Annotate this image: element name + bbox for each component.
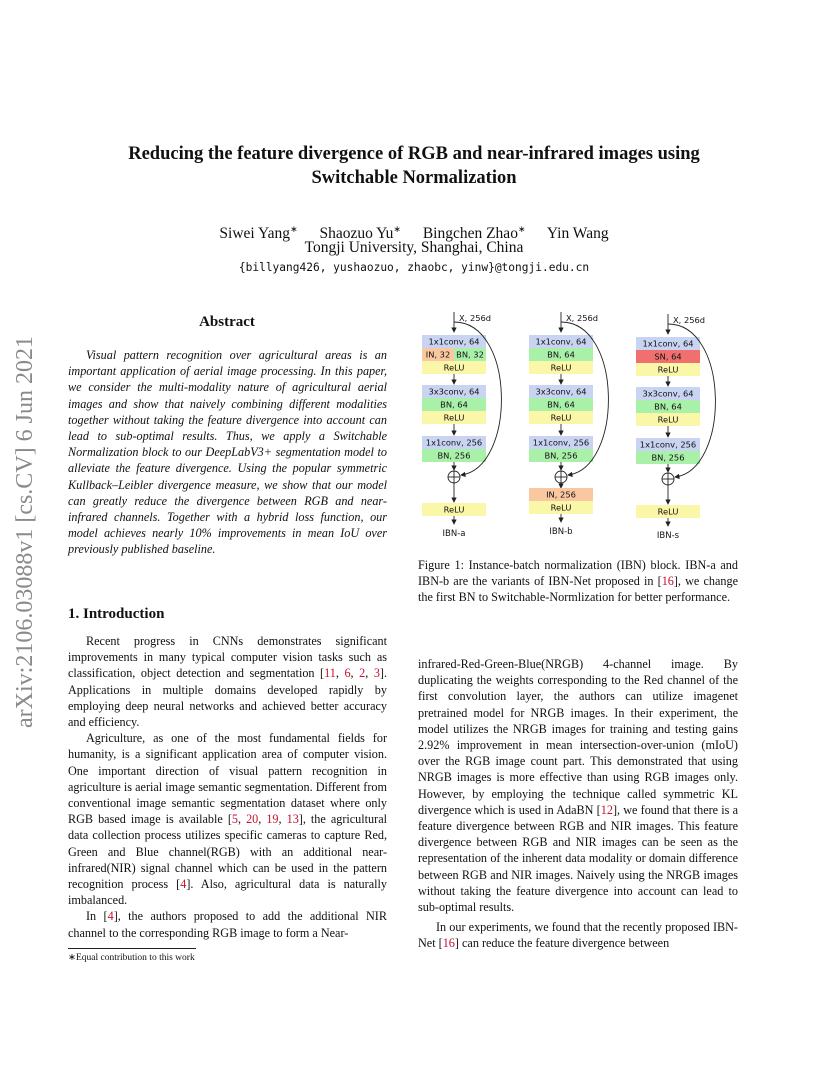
- relu2-label: ReLU: [550, 412, 572, 423]
- citation-link[interactable]: 6: [344, 666, 351, 681]
- conv3-label: 1x1conv, 256: [425, 437, 483, 448]
- citation-link[interactable]: 5: [231, 812, 238, 827]
- paper-title-line2: Switchable Normalization: [311, 168, 517, 188]
- conv1-label: 1x1conv, 64: [535, 336, 587, 347]
- paragraph: In our experiments, we found that the recently proposed IBN-Net [16] can reduce the feature divergence between: [418, 920, 738, 951]
- paragraph: In [4], the authors proposed to add the additional NIR channel to the corresponding RGB image to form a Near-: [68, 909, 387, 940]
- citation-link[interactable]: 12: [600, 802, 613, 817]
- paragraph: infrared-Red-Green-Blue(NRGB) 4-channel image. By duplicating the weights corresponding to the Red channel of the first convolution layer, the authors can utilize imagenet pretrained model for NRGB images. In their experiment, the model utilizes the NRGB images for training and testing gains 2.92% improvement in mean intersection-over-union (mIoU) over the RGB image count part. This demonstrated that using NRGB images is more effective than using RGB images only. However, by employing the technique called symmetric KL divergence which is used in AdaBN [12], we found that there is a feature divergence between RGB and NIR images. This feature divergence between RGB and NIR images can be seen as the representation of the inherent data modality or domain difference between RGB and NIR images. Naively using the NRGB images without taking the feature divergence into account can lead to sub-optimal results.: [418, 657, 739, 915]
- conv2-label: 3x3conv, 64: [428, 386, 480, 397]
- author-name: Shaozuo Yu: [319, 225, 394, 243]
- relu-out-label: ReLU: [443, 504, 465, 515]
- ibn-block: [529, 312, 608, 537]
- relu2-label: ReLU: [443, 412, 465, 423]
- paragraph: Agriculture, as one of the most fundamental fields for humanity, is a significant application area of computer vision. One important direction of visual pattern recognition in agriculture is aerial image semantic segmentation. Different from conventional image semantic segmentation dataset where only RGB based image is available [5, 20, 19, 13], the agricultural data collection process utilizes specific cameras to capture Red, Green and Blue channel(RGB) with an additional near-infrared(NIR) signal channel which can be used in the pattern recognition process [4]. Also, agricultural data is naturally imbalanced.: [68, 731, 387, 908]
- ibn-block: [422, 312, 501, 539]
- citation-link[interactable]: 16: [442, 936, 455, 951]
- author-emails: {billyang426, yushaozuo, zhaobc, yinw}@tongji.edu.cn: [238, 261, 590, 274]
- block-input-label: X, 256d: [673, 315, 706, 325]
- paragraph: Recent progress in CNNs demonstrates significant improvements in many typical computer vision tasks such as classification, object detection and segmentation [11, 6, 2, 3]. Applications in multiple domains developed rapidly by employing deep neural networks and achieved better accuracy and efficiency.: [68, 634, 388, 730]
- figure-caption: Figure 1: Instance-batch normalization (IBN) block. IBN-a and IBN-b are the variants of IBN-Net proposed in [16], we change the first BN to Switchable-Normlization for better performance.: [418, 558, 738, 605]
- conv1-label: 1x1conv, 64: [428, 336, 480, 347]
- conv2-label: 3x3conv, 64: [535, 386, 587, 397]
- norm1-label: SN, 64: [654, 351, 682, 362]
- citation-link[interactable]: 20: [246, 812, 259, 827]
- block-variant-label: IBN-a: [442, 529, 466, 539]
- conv3-label: 1x1conv, 256: [532, 437, 590, 448]
- footnote-rule: [68, 948, 196, 949]
- citation-link[interactable]: 16: [661, 574, 674, 589]
- relu1-label: ReLU: [443, 362, 465, 373]
- norm1-in-label: IN, 32: [425, 349, 451, 360]
- norm2-label: BN, 64: [654, 401, 682, 412]
- author-name: Siwei Yang: [219, 225, 291, 243]
- norm1-label: BN, 64: [547, 349, 575, 360]
- relu2-label: ReLU: [657, 414, 679, 425]
- equal-contribution-mark: ∗: [393, 224, 401, 234]
- relu-out-label: ReLU: [550, 502, 572, 513]
- block-input-label: X, 256d: [459, 313, 492, 323]
- citation-link[interactable]: 2: [359, 666, 366, 681]
- norm3-label: BN, 256: [544, 450, 578, 461]
- right-column-body: [418, 656, 738, 952]
- norm1-bn-label: BN, 32: [456, 349, 484, 360]
- citation-link[interactable]: 3: [373, 666, 380, 681]
- paper-title: [60, 142, 768, 190]
- ibn-block-figure: [418, 308, 740, 544]
- relu1-label: ReLU: [657, 364, 679, 375]
- equal-contribution-mark: ∗: [290, 224, 298, 234]
- author-name: Bingchen Zhao: [422, 225, 518, 243]
- introduction-body: [68, 633, 387, 941]
- conv1-label: 1x1conv, 64: [642, 338, 694, 349]
- block-input-label: X, 256d: [566, 313, 599, 323]
- equal-contribution-mark: ∗: [517, 224, 526, 234]
- citation-link[interactable]: 13: [286, 812, 299, 827]
- relu-out-label: ReLU: [657, 506, 679, 517]
- conv3-label: 1x1conv, 256: [639, 439, 697, 450]
- abstract-text: Visual pattern recognition over agricultural areas is an important application of aerial image processing. In this paper, we consider the multi-modality nature of agricultural aerial images and show that naively combining different modalities together without taking the feature divergence into account can lead to sub-optimal results. Thus, we apply a Switchable Normalization block to our DeepLabV3+ segmentation model to alleviate the feature divergence. Using the popular symmetric Kullback–Leibler divergence measure, we show that our model can greatly reduce the divergence between RGB and near-infrared channels. Together with a hybrid loss function, our model achieves nearly 10% improvements in mean IoU over previously published baseline.: [68, 348, 387, 557]
- norm2-label: BN, 64: [547, 399, 575, 410]
- citation-link[interactable]: 19: [266, 812, 279, 827]
- citation-link[interactable]: 11: [324, 666, 336, 681]
- norm3-label: BN, 256: [437, 450, 471, 461]
- arxiv-stamp: arXiv:2106.03088v1 [cs.CV] 6 Jun 2021: [12, 336, 38, 728]
- footnote: ∗Equal contribution to this work: [68, 953, 195, 963]
- citation-link[interactable]: 4: [107, 909, 114, 924]
- conv2-label: 3x3conv, 64: [642, 388, 694, 399]
- affiliation: Tongji University, Shanghai, China: [304, 239, 524, 256]
- ibn-block: [636, 314, 715, 541]
- norm2-label: BN, 64: [440, 399, 468, 410]
- norm3-label: BN, 256: [651, 452, 685, 463]
- block-variant-label: IBN-s: [656, 531, 680, 541]
- author-name: Yin Wang: [546, 225, 609, 243]
- citation-link[interactable]: 4: [180, 877, 187, 892]
- section-heading-introduction: 1. Introduction: [68, 606, 165, 622]
- post-norm-label: IN, 256: [546, 489, 576, 500]
- block-variant-label: IBN-b: [549, 527, 573, 537]
- abstract-heading: Abstract: [199, 314, 255, 330]
- paper-title-line1: Reducing the feature divergence of RGB and near-infrared images using: [128, 144, 700, 164]
- relu1-label: ReLU: [550, 362, 572, 373]
